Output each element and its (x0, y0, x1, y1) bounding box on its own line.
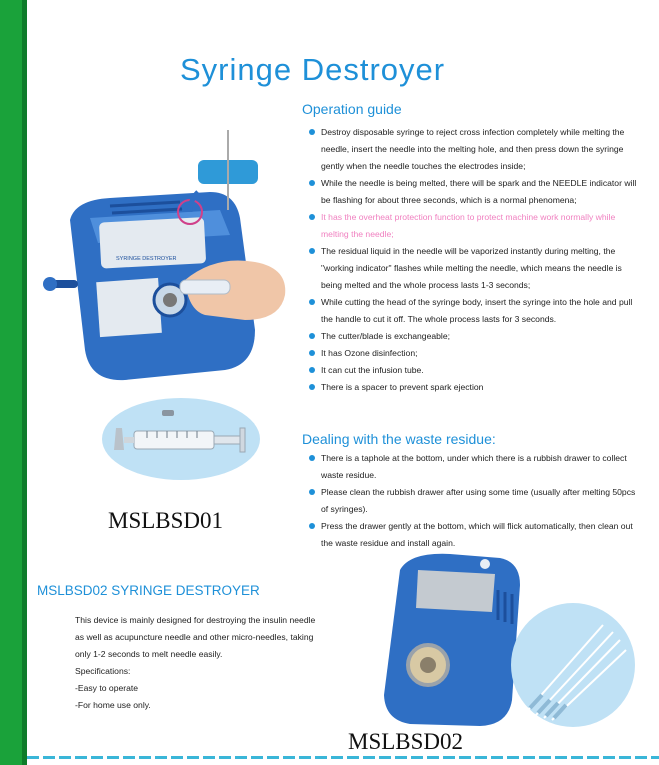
model-mslbsd01-label: MSLBSD01 (108, 508, 224, 533)
description-line: -For home use only. (75, 700, 151, 710)
mslbsd02-heading: MSLBSD02 SYRINGE DESTROYER (37, 583, 260, 598)
list-item: While cutting the head of the syringe body, insert the syringe into the hole and pull the handle to cut it off. The whole process lasts for 3 seconds. (309, 294, 639, 328)
syringe-icon (102, 398, 260, 480)
syringe-destroyer-mslbsd01-image (30, 130, 300, 390)
list-item: There is a spacer to prevent spark ejection (309, 379, 639, 396)
description-line: Specifications: (75, 666, 131, 676)
micro-needles-image (508, 600, 638, 730)
list-item: There is a taphole at the bottom, under which there is a rubbish drawer to collect waste residue. (309, 450, 639, 484)
mslbsd02-description (75, 612, 315, 714)
description-line: only 1-2 seconds to melt needle easily. (75, 649, 223, 659)
list-item: It has the overheat protection function to protect machine work normally while melting the needle; (309, 209, 639, 243)
device-front-label: SYRINGE DESTROYER (116, 256, 177, 262)
bottom-dashed-divider (27, 756, 659, 759)
list-item: The cutter/blade is exchangeable; (309, 328, 639, 345)
description-line: This device is mainly designed for destroying the insulin needle (75, 615, 316, 625)
left-green-bar (0, 0, 22, 765)
list-item: Press the drawer gently at the bottom, which will flick automatically, then clean out the waste residue and install again. (309, 518, 639, 552)
syringe-destroyer-mslbsd02-image (370, 550, 530, 735)
waste-residue-heading: Dealing with the waste residue: (302, 431, 496, 447)
description-line: -Easy to operate (75, 683, 139, 693)
description-line: as well as acupuncture needle and other micro-needles, taking (75, 632, 314, 642)
page-title: Syringe Destroyer (180, 52, 446, 87)
left-green-bar-shadow (22, 0, 27, 765)
list-item: It can cut the infusion tube. (309, 362, 639, 379)
list-item: Destroy disposable syringe to reject cross infection completely while melting the needle, insert the needle into the melting hole, and then press down the syringe gently when the needle touches the electrodes inside; (309, 124, 639, 175)
model-mslbsd02-label: MSLBSD02 (348, 729, 464, 754)
list-item: The residual liquid in the needle will be vaporized instantly during melting, the "working indicator" flashes while melting the needle, which means the needle is being melted and the whole process lasts 1-3 seconds; (309, 243, 639, 294)
list-item: Please clean the rubbish drawer after using some time (usually after melting 50pcs of syringes). (309, 484, 639, 518)
list-item: It has Ozone disinfection; (309, 345, 639, 362)
waste-residue-list (309, 450, 639, 552)
operation-guide-heading: Operation guide (302, 101, 402, 117)
operation-guide-list (309, 124, 639, 396)
list-item: While the needle is being melted, there will be spark and the NEEDLE indicator will be flashing for about three seconds, which is a normal phenomena; (309, 175, 639, 209)
